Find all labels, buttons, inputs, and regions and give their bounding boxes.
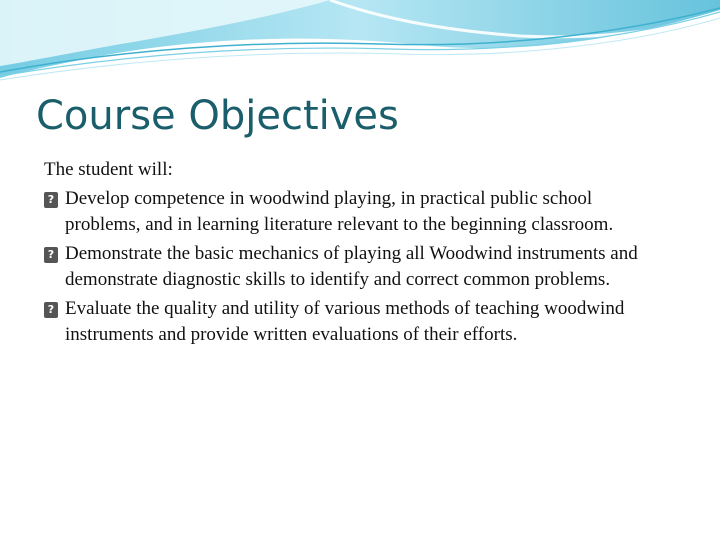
objective-item [44,186,664,238]
missing-glyph-bullet-icon: ? [44,247,58,263]
missing-glyph-bullet-icon: ? [44,192,58,208]
objective-text: Develop competence in woodwind playing, in practical public school problems, and in learning literature relevant to the beginning classroom. [65,188,614,235]
missing-glyph-bullet-icon: ? [44,302,58,318]
slide-title: Course Objectives [36,93,399,139]
objectives-list [44,186,664,348]
intro-text: The student will: [44,159,173,180]
objective-text: Demonstrate the basic mechanics of playing all Woodwind instruments and demonstrate diagnostic skills to identify and correct common problems. [65,243,638,290]
header-wave-decoration [0,0,720,90]
slide-content [44,157,664,351]
objective-item [44,296,664,348]
objective-item [44,241,664,293]
objective-text: Evaluate the quality and utility of various methods of teaching woodwind instruments and provide written evaluations of their efforts. [65,298,625,345]
